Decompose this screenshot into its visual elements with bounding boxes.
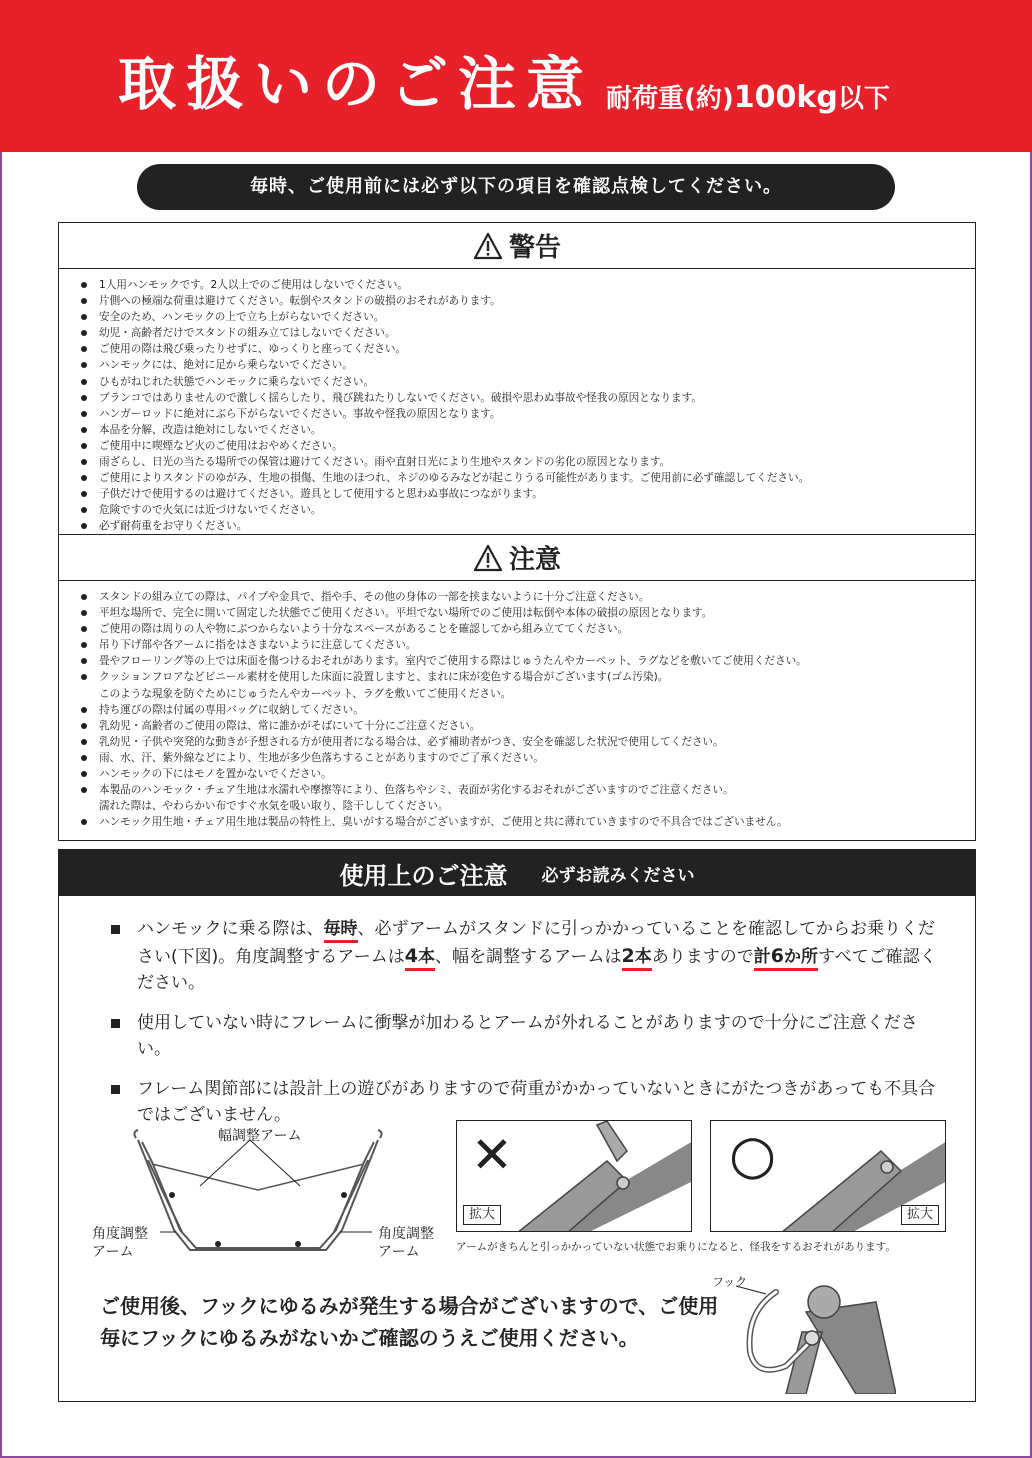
incorrect-hook-panel bbox=[456, 1120, 692, 1232]
every-time-emphasis: 毎時 bbox=[324, 919, 358, 943]
caution-item-subtext: 濡れた際は、やわらかい布ですぐ水気を吸い取り、陰干ししてください。 bbox=[99, 800, 449, 813]
warning-item bbox=[81, 325, 975, 341]
caution-item-text: ハンモックの下にはモノを置かないでください。 bbox=[99, 768, 332, 781]
warning-item-text: ハンモックには、絶対に足から乗らないでください。 bbox=[99, 359, 353, 372]
usage-text: 、必ずアームがスタンドに引っかかっていることを確認してからお乗りください(下図)。角度調整するアームは bbox=[137, 919, 935, 967]
caution-item bbox=[81, 766, 975, 782]
caution-item bbox=[81, 605, 975, 621]
caution-item-text: 持ち運びの際は付属の専用バッグに収納してください。 bbox=[99, 703, 364, 716]
load-value: 100kg bbox=[733, 80, 838, 115]
incorrect-mark-icon: ✕ bbox=[471, 1126, 513, 1184]
load-capacity bbox=[606, 80, 890, 117]
warning-item bbox=[81, 470, 975, 486]
caution-item-text: 乳幼児・高齢者のご使用の際は、常に誰かがそばにいて十分にご注意ください。 bbox=[99, 719, 481, 732]
warning-item-text: 雨ざらし、日光の当たる場所での保管は避けてください。雨や直射日光により生地やスタンドの劣化の原因となります。 bbox=[99, 456, 671, 469]
warning-item bbox=[81, 374, 975, 390]
usage-text: 、幅を調整するアームは bbox=[435, 946, 622, 967]
usage-text: すべてご確認ください。 bbox=[137, 946, 937, 993]
caution-item-text: 吊り下げ部や各アームに指をはさまないように注意してください。 bbox=[99, 639, 417, 652]
warning-item bbox=[81, 518, 975, 534]
warning-item-text: 1人用ハンモックです。2人以上でのご使用はしないでください。 bbox=[99, 279, 408, 291]
warning-item bbox=[81, 406, 975, 422]
warning-item bbox=[81, 341, 975, 357]
caution-item-text: スタンドの組み立ての際は、パイプや金具で、指や手、その他の身体の一部を挟まないように十分ご注意ください。 bbox=[99, 591, 650, 603]
caution-item-text: 乳幼児・子供や突発的な動きが予想される方が使用者になる場合は、必ず補助者がつき、安全を確認した状況で使用してください。 bbox=[99, 735, 724, 748]
caution-title: 注意 bbox=[508, 545, 561, 575]
angle-arm-right-label-1: 角度調整 bbox=[378, 1226, 434, 1242]
page-title: 取扱いのご注意 bbox=[118, 50, 595, 118]
caution-item-text: 雨、水、汗、紫外線などにより、生地が多少色落ちすることがありますのでご了承ください。 bbox=[99, 751, 544, 764]
page-frame-left bbox=[0, 0, 2, 1458]
warning-item-text: ご使用中に喫煙など火のご使用はおやめください。 bbox=[99, 439, 343, 452]
caution-item bbox=[81, 621, 975, 637]
caution-item bbox=[81, 702, 975, 718]
caution-item-text: クッションフロアなどビニール素材を使用した床面に設置しますと、まれに床が変色する場合がございます(ゴム汚染)。 bbox=[99, 671, 669, 684]
warning-item bbox=[81, 357, 975, 373]
warning-item-text: 子供だけで使用するのは避けてください。遊具として使用すると思わぬ事故につながります。 bbox=[99, 488, 543, 501]
warning-item-text: 本品を分解、改造は絶対にしないでください。 bbox=[99, 423, 322, 436]
load-suffix: 以下 bbox=[837, 84, 890, 114]
width-arm-count: 2 bbox=[621, 944, 635, 967]
usage-text: 本 bbox=[634, 946, 652, 967]
caution-item bbox=[81, 814, 975, 830]
warning-item bbox=[81, 390, 975, 406]
warning-item-text: ご使用の際は飛び乗ったりせずに、ゆっくりと座ってください。 bbox=[99, 343, 407, 356]
warning-item bbox=[81, 486, 975, 502]
warning-item-text: 危険ですので火気には近づけないでください。 bbox=[99, 504, 322, 517]
angle-arm-right-label-2: アーム bbox=[378, 1244, 420, 1260]
caution-item-text: ハンモック用生地・チェア用生地は製品の特性上、臭いがする場合がございますが、ご使用と共に薄れていきますので不具合ではございません。 bbox=[99, 816, 788, 829]
warning-item-text: ブランコではありませんので激しく揺らしたり、飛び跳ねたりしないでください。破損や思わぬ事故や怪我の原因となります。 bbox=[99, 391, 702, 404]
zoom-tag: 拡大 bbox=[901, 1205, 939, 1225]
usage-text: 本 bbox=[418, 946, 435, 967]
check-banner: 毎時、ご使用前には必ず以下の項目を確認点検してください。 bbox=[137, 164, 895, 210]
warning-item bbox=[81, 502, 975, 518]
usage-text: ハンモックに乗る際は、 bbox=[137, 919, 324, 939]
caution-item bbox=[81, 782, 975, 814]
zoom-tag: 拡大 bbox=[463, 1205, 501, 1225]
warning-item-text: 幼児・高齢者だけでスタンドの組み立てはしないでください。 bbox=[99, 327, 396, 340]
warning-item-text: ハンガーロッドに絶対にぶら下がらないでください。事故や怪我の原因となります。 bbox=[99, 407, 501, 420]
caution-item bbox=[81, 734, 975, 750]
caution-item bbox=[81, 669, 975, 701]
usage-text: か所 bbox=[783, 946, 818, 967]
usage-text: ありますので bbox=[651, 946, 754, 967]
warning-item bbox=[81, 438, 975, 454]
correct-mark-icon: ○ bbox=[729, 1123, 777, 1186]
caution-item bbox=[81, 637, 975, 653]
stand-diagram bbox=[90, 1120, 450, 1270]
caution-item-text: 畳やフローリング等の上では床面を傷つけるおそれがあります。室内でご使用する際はじゅうたんやカーペット、ラグなどを敷いてご使用ください。 bbox=[99, 655, 807, 668]
usage-text: 計 bbox=[753, 946, 771, 967]
header-banner bbox=[0, 0, 1032, 152]
warning-item bbox=[81, 422, 975, 438]
load-prefix: 耐荷重(約) bbox=[606, 84, 734, 114]
arm-joint bbox=[215, 1241, 221, 1247]
hook-label: フック bbox=[712, 1275, 748, 1289]
warning-title: 警告 bbox=[508, 233, 561, 263]
warning-triangle-icon bbox=[473, 232, 503, 260]
usage-list bbox=[111, 916, 941, 1142]
warning-item-text: 片側への極端な荷重は避けてください。転倒やスタンドの破損のおそれがあります。 bbox=[99, 295, 501, 308]
caution-item bbox=[81, 718, 975, 734]
usage-item: 使用していない時にフレームに衝撃が加わるとアームが外れることがありますので十分にご注意ください。 bbox=[111, 1010, 941, 1063]
caution-header bbox=[59, 535, 975, 581]
warning-header bbox=[59, 223, 975, 269]
arm-joint bbox=[341, 1192, 347, 1198]
caution-item-text: 本製品のハンモック・チェア生地は水濡れや摩擦等により、色落ちやシミ、表面が劣化するおそれがございますのでご注意ください。 bbox=[99, 784, 734, 797]
total-count: 6 bbox=[770, 944, 784, 967]
usage-title: 使用上のご注意 bbox=[339, 861, 508, 890]
arm-joint bbox=[169, 1192, 175, 1198]
caution-item bbox=[81, 653, 975, 669]
hook-warning-note: アームがきちんと引っかかっていない状態でお乗りになると、怪我をするおそれがあります。 bbox=[456, 1241, 896, 1253]
warning-item bbox=[81, 293, 975, 309]
warning-box bbox=[58, 222, 976, 535]
angle-arm-left-label-1: 角度調整 bbox=[92, 1226, 148, 1242]
warning-list bbox=[59, 269, 975, 535]
caution-item-text: 平坦な場所で、完全に開いて固定した状態でご使用ください。平坦でない場所でのご使用は転倒や本体の破損の原因となります。 bbox=[99, 607, 713, 620]
warning-item bbox=[81, 277, 975, 293]
caution-list bbox=[59, 581, 975, 830]
warning-item-text: 必ず耐荷重をお守りください。 bbox=[99, 520, 248, 533]
caution-item bbox=[81, 750, 975, 766]
usage-item bbox=[111, 916, 941, 997]
warning-item-text: ひもがねじれた状態でハンモックに乗らないでください。 bbox=[99, 375, 375, 388]
usage-subtitle: 必ずお読みください bbox=[541, 865, 695, 886]
usage-header bbox=[59, 850, 975, 896]
warning-item bbox=[81, 309, 975, 325]
warning-item-text: ご使用によりスタンドのゆがみ、生地の損傷、生地のほつれ、ネジのゆるみなどが起こりうる可能性があります。ご使用前に必ず確認してください。 bbox=[99, 472, 810, 485]
caution-item-text: ご使用の際は周りの人や物にぶつからないよう十分なスペースがあることを確認してから組み立ててください。 bbox=[99, 623, 629, 636]
caution-item bbox=[81, 589, 975, 605]
hook-illustration bbox=[706, 1272, 896, 1394]
hook-loosening-note: ご使用後、フックにゆるみが発生する場合がございますので、ご使用毎にフックにゆるみがないかご確認のうえご使用ください。 bbox=[100, 1294, 719, 1350]
warning-item bbox=[81, 454, 975, 470]
arm-joint bbox=[295, 1241, 301, 1247]
caution-box bbox=[58, 534, 976, 841]
correct-hook-panel bbox=[710, 1120, 946, 1232]
caution-item-subtext: このような現象を防ぐためにじゅうたんやカーペット、ラグを敷いてご使用ください。 bbox=[99, 687, 512, 700]
angle-arm-count: 4 bbox=[404, 944, 418, 967]
warning-item-text: 安全のため、ハンモックの上で立ち上がらないでください。 bbox=[99, 311, 385, 324]
usage-item: フレーム関節部には設計上の遊びがありますので荷重がかかっていないときにがたつきがあっても不具合ではございません。 bbox=[111, 1076, 941, 1129]
angle-arm-left-label-2: アーム bbox=[92, 1244, 134, 1260]
width-arm-label: 幅調整アーム bbox=[218, 1128, 302, 1144]
caution-triangle-icon bbox=[473, 544, 503, 572]
